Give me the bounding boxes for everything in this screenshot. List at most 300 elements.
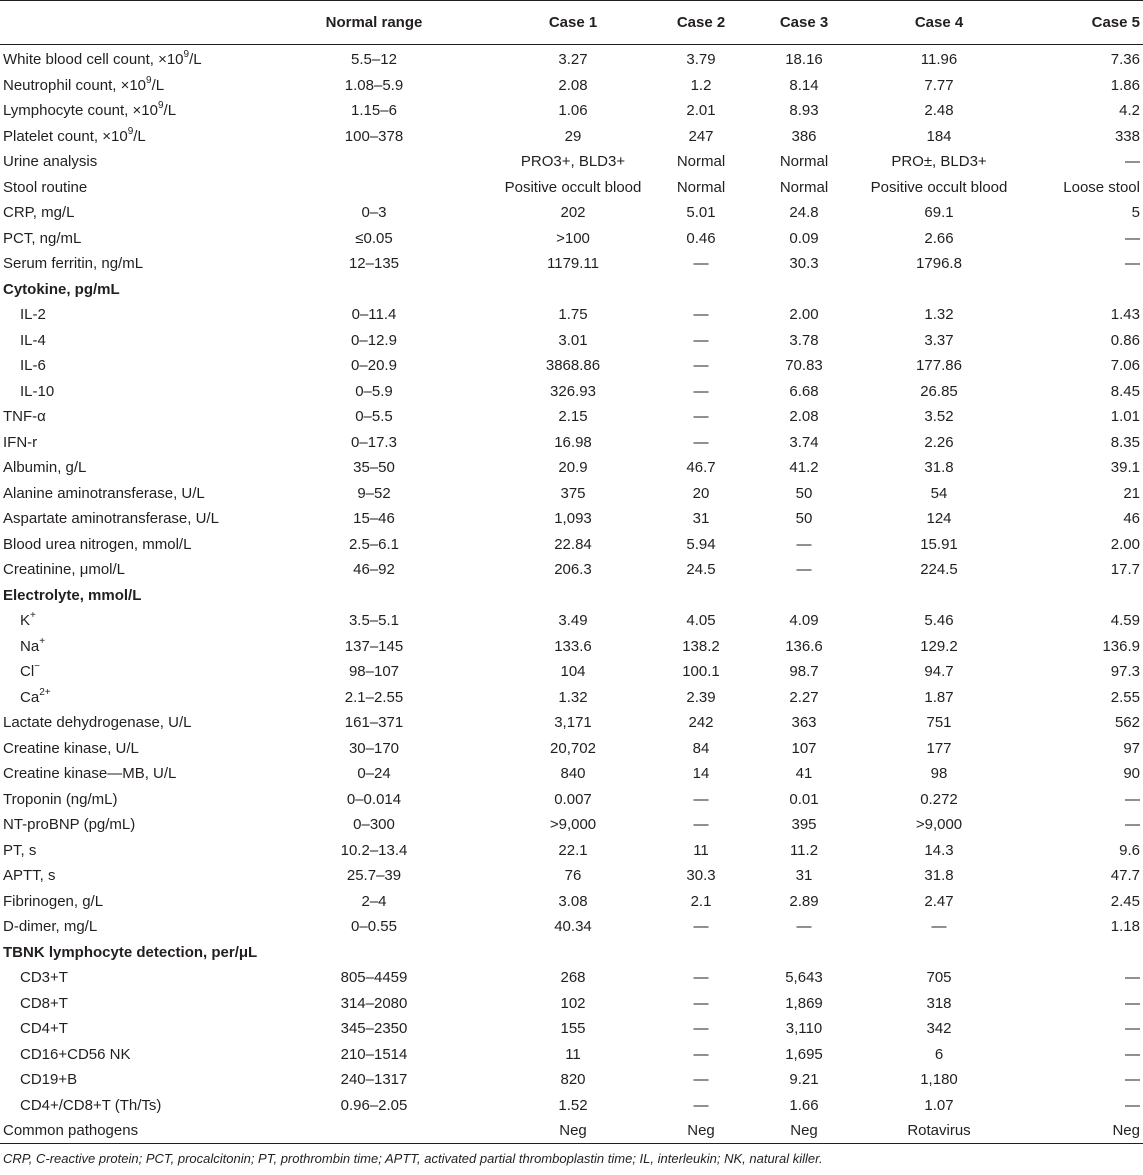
table-row bbox=[0, 302, 1143, 328]
case-2-cell: — bbox=[693, 357, 709, 375]
normal-range-cell: 2.1–2.55 bbox=[344, 688, 404, 706]
normal-range-cell: 0–3 bbox=[361, 204, 387, 222]
case-2-cell: 100.1 bbox=[682, 663, 720, 681]
row-label-suffix: /L bbox=[163, 102, 177, 120]
case-4-cell: 31.8 bbox=[924, 867, 954, 885]
case-4-cell: 2.48 bbox=[924, 102, 954, 120]
row-label-text: Troponin (ng/mL) bbox=[3, 790, 118, 808]
case-2-cell: 30.3 bbox=[686, 867, 716, 885]
normal-range-cell: 345–2350 bbox=[340, 1020, 408, 1038]
row-label bbox=[0, 557, 260, 583]
case-1-cell: >100 bbox=[556, 229, 590, 247]
row-label bbox=[0, 481, 260, 507]
row-label-superscript: + bbox=[30, 610, 36, 622]
case-1-cell: 3.27 bbox=[558, 51, 588, 69]
case-1-cell: 202 bbox=[560, 204, 586, 222]
case-5-cell: 97.3 bbox=[1110, 663, 1140, 681]
row-label bbox=[0, 353, 260, 379]
case-1-cell: 0.007 bbox=[554, 790, 592, 808]
case-5-cell: 1.01 bbox=[1110, 408, 1140, 426]
case-1-cell: 102 bbox=[560, 994, 586, 1012]
normal-range-cell: 161–371 bbox=[344, 714, 404, 732]
case-1-cell: >9,000 bbox=[549, 816, 597, 834]
row-label bbox=[0, 73, 260, 99]
case-4-cell: 69.1 bbox=[924, 204, 954, 222]
case-3-cell: 8.93 bbox=[789, 102, 819, 120]
row-label bbox=[0, 1067, 260, 1093]
case-2-cell: — bbox=[693, 255, 709, 273]
case-5-cell: — bbox=[1125, 790, 1140, 808]
case-5-cell: 97 bbox=[1123, 739, 1140, 757]
case-4-cell: 129.2 bbox=[920, 637, 958, 655]
case-3-cell: 4.09 bbox=[789, 612, 819, 630]
row-label bbox=[0, 914, 260, 940]
table-row bbox=[0, 761, 1143, 787]
table-row bbox=[0, 44, 1143, 73]
case-1-cell: 1.32 bbox=[558, 688, 588, 706]
normal-range-cell: 100–378 bbox=[344, 127, 404, 145]
case-2-cell: 24.5 bbox=[686, 561, 716, 579]
table-bottom-rule bbox=[0, 1143, 1143, 1144]
case-4-cell: 31.8 bbox=[924, 459, 954, 477]
row-label-suffix: /L bbox=[133, 127, 146, 145]
case-1-cell: 1,093 bbox=[554, 510, 592, 528]
header-case-1: Case 1 bbox=[548, 13, 598, 31]
table-row bbox=[0, 914, 1143, 940]
row-label bbox=[0, 328, 260, 354]
table-row bbox=[0, 787, 1143, 813]
case-4-cell: 124 bbox=[926, 510, 952, 528]
row-label-text: Blood urea nitrogen, mmol/L bbox=[3, 535, 192, 553]
case-3-cell bbox=[744, 583, 864, 609]
case-5-cell bbox=[1014, 277, 1143, 303]
case-1-cell: 3,171 bbox=[554, 714, 592, 732]
normal-range-cell: 1.08–5.9 bbox=[344, 76, 404, 94]
row-label-superscript: 9 bbox=[146, 74, 152, 86]
case-1-cell: Positive occult blood bbox=[504, 178, 642, 196]
case-1-cell: 1179.11 bbox=[547, 255, 599, 273]
row-label-superscript: + bbox=[39, 635, 46, 647]
case-5-cell: 562 bbox=[1114, 714, 1140, 732]
row-label-text: TNF-α bbox=[3, 408, 46, 426]
case-2-cell: 2.1 bbox=[690, 892, 712, 910]
case-5-cell: 17.7 bbox=[1110, 561, 1140, 579]
case-5-cell: 338 bbox=[1114, 127, 1140, 145]
row-label bbox=[0, 710, 260, 736]
row-label-text: Neutrophil count, ×10 bbox=[3, 76, 147, 94]
table-row bbox=[0, 1067, 1143, 1093]
row-label-text: Lymphocyte count, ×10 bbox=[3, 102, 158, 120]
case-3-cell: 2.89 bbox=[789, 892, 819, 910]
case-1-cell: 206.3 bbox=[554, 561, 592, 579]
normal-range-cell: 35–50 bbox=[353, 459, 395, 477]
row-label-superscript: − bbox=[34, 661, 41, 673]
case-5-cell bbox=[1014, 940, 1143, 966]
case-4-cell bbox=[864, 583, 1014, 609]
normal-range-cell: 98–107 bbox=[348, 663, 400, 681]
case-5-cell: — bbox=[1125, 229, 1140, 247]
row-label bbox=[0, 1042, 260, 1068]
case-5-cell: 2.45 bbox=[1110, 892, 1140, 910]
case-2-cell: 31 bbox=[692, 510, 710, 528]
case-4-cell: 1796.8 bbox=[916, 255, 962, 273]
case-2-cell: Neg bbox=[687, 1122, 715, 1140]
case-3-cell: 386 bbox=[791, 127, 817, 145]
row-label bbox=[0, 659, 260, 685]
normal-range-cell: 0–12.9 bbox=[351, 331, 397, 349]
case-5-cell: 0.86 bbox=[1110, 331, 1140, 349]
row-label-text: IFN-r bbox=[3, 433, 38, 451]
case-2-cell: 0.46 bbox=[686, 229, 716, 247]
case-3-cell: 1,695 bbox=[785, 1045, 823, 1063]
case-1-cell: 155 bbox=[560, 1020, 586, 1038]
case-4-cell: 177 bbox=[926, 739, 952, 757]
case-1-cell: 840 bbox=[560, 765, 586, 783]
case-3-cell: 8.14 bbox=[789, 76, 819, 94]
case-4-cell: 5.46 bbox=[924, 612, 954, 630]
table-row bbox=[0, 583, 1143, 609]
case-3-cell: 3,110 bbox=[785, 1020, 823, 1038]
case-2-cell: 5.94 bbox=[686, 535, 716, 553]
case-3-cell: 363 bbox=[791, 714, 817, 732]
case-3-cell: — bbox=[796, 561, 812, 579]
row-label-text: CD19+B bbox=[20, 1071, 78, 1089]
case-2-cell: 46.7 bbox=[686, 459, 716, 477]
normal-range-cell: 2–4 bbox=[361, 892, 387, 910]
table-body bbox=[0, 44, 1143, 1144]
case-5-cell: Loose stool bbox=[1063, 178, 1140, 196]
row-label-text: Fibrinogen, g/L bbox=[3, 892, 104, 910]
row-label bbox=[0, 506, 260, 532]
case-5-cell: 46 bbox=[1123, 510, 1140, 528]
case-3-cell: 0.01 bbox=[789, 790, 819, 808]
case-4-cell: 3.37 bbox=[924, 331, 954, 349]
row-label-text: White blood cell count, ×10 bbox=[3, 51, 184, 69]
case-5-cell: 1.43 bbox=[1110, 306, 1140, 324]
table-row bbox=[0, 1016, 1143, 1042]
case-4-cell: 2.47 bbox=[924, 892, 954, 910]
row-label bbox=[0, 863, 260, 889]
normal-range-cell: 137–145 bbox=[344, 637, 404, 655]
case-2-cell bbox=[658, 940, 744, 966]
normal-range-cell bbox=[260, 277, 488, 303]
table-row bbox=[0, 532, 1143, 558]
case-1-cell: 1.75 bbox=[558, 306, 588, 324]
case-4-cell: 15.91 bbox=[920, 535, 958, 553]
case-4-cell: 94.7 bbox=[924, 663, 954, 681]
normal-range-cell: 1.15–6 bbox=[351, 102, 397, 120]
case-2-cell: — bbox=[693, 969, 709, 987]
case-2-cell: — bbox=[693, 790, 709, 808]
row-label bbox=[0, 302, 260, 328]
table-row bbox=[0, 149, 1143, 175]
header-row bbox=[0, 0, 1143, 44]
row-label-suffix: /L bbox=[151, 76, 165, 94]
row-label-text: PT, s bbox=[3, 841, 37, 859]
table-row bbox=[0, 557, 1143, 583]
row-label-text: D-dimer, mg/L bbox=[3, 918, 98, 936]
case-4-cell: 7.77 bbox=[924, 76, 954, 94]
case-1-cell: 2.15 bbox=[558, 408, 588, 426]
case-4-cell: 3.52 bbox=[924, 408, 954, 426]
case-3-cell: 2.08 bbox=[789, 408, 819, 426]
case-2-cell: — bbox=[693, 433, 709, 451]
case-2-cell: — bbox=[693, 1071, 709, 1089]
case-3-cell bbox=[744, 277, 864, 303]
header-normal-range: Normal range bbox=[325, 13, 423, 31]
case-4-cell: 11.96 bbox=[920, 51, 958, 69]
case-4-cell: 705 bbox=[926, 969, 952, 987]
row-label-text: Albumin, g/L bbox=[3, 459, 87, 477]
case-1-cell: 16.98 bbox=[554, 433, 592, 451]
table-row bbox=[0, 863, 1143, 889]
case-3-cell: 2.27 bbox=[789, 688, 819, 706]
row-label-text: IL-2 bbox=[20, 306, 46, 324]
case-3-cell: — bbox=[796, 918, 812, 936]
case-1-cell: 22.84 bbox=[554, 535, 592, 553]
case-4-cell: 1.87 bbox=[924, 688, 954, 706]
case-1-cell bbox=[488, 277, 658, 303]
row-label bbox=[0, 812, 260, 838]
row-label bbox=[0, 455, 260, 481]
table-row bbox=[0, 404, 1143, 430]
case-5-cell: — bbox=[1125, 816, 1140, 834]
case-3-cell: 3.78 bbox=[789, 331, 819, 349]
case-5-cell: — bbox=[1125, 1071, 1140, 1089]
case-4-cell: 98 bbox=[930, 765, 948, 783]
row-label-text: APTT, s bbox=[3, 867, 56, 885]
case-2-cell: 4.05 bbox=[686, 612, 716, 630]
row-label-text: Cytokine, pg/mL bbox=[3, 280, 120, 298]
normal-range-cell: 0–24 bbox=[357, 765, 391, 783]
row-label-superscript: 9 bbox=[183, 49, 190, 61]
case-4-cell: PRO±, BLD3+ bbox=[891, 153, 987, 171]
row-label-text: IL-4 bbox=[20, 331, 46, 349]
row-label-text: CD3+T bbox=[20, 969, 68, 987]
table-row bbox=[0, 685, 1143, 711]
normal-range-cell: 46–92 bbox=[353, 561, 395, 579]
row-label-text: Electrolyte, mmol/L bbox=[3, 586, 142, 604]
normal-range-cell: 0–0.014 bbox=[346, 790, 402, 808]
row-label bbox=[0, 1118, 260, 1144]
case-4-cell: 342 bbox=[926, 1020, 952, 1038]
table-row bbox=[0, 940, 1143, 966]
row-label-text: Lactate dehydrogenase, U/L bbox=[3, 714, 192, 732]
table-row bbox=[0, 328, 1143, 354]
section-heading bbox=[0, 940, 260, 966]
case-2-cell: 14 bbox=[692, 765, 710, 783]
row-label bbox=[0, 634, 260, 660]
case-2-cell: Normal bbox=[676, 178, 726, 196]
case-3-cell: 41.2 bbox=[789, 459, 819, 477]
case-3-cell: 11.2 bbox=[789, 841, 819, 859]
case-1-cell: 3868.86 bbox=[545, 357, 601, 375]
section-heading bbox=[0, 583, 260, 609]
normal-range-cell: 12–135 bbox=[348, 255, 400, 273]
case-3-cell: 9.21 bbox=[789, 1071, 819, 1089]
table-header bbox=[0, 0, 1143, 44]
case-3-cell: 24.8 bbox=[789, 204, 819, 222]
case-5-cell: 7.06 bbox=[1110, 357, 1140, 375]
normal-range-cell: ≤0.05 bbox=[355, 229, 393, 247]
table-row bbox=[0, 736, 1143, 762]
table-row bbox=[0, 251, 1143, 277]
case-2-cell bbox=[658, 277, 744, 303]
row-label bbox=[0, 251, 260, 277]
normal-range-cell: 5.5–12 bbox=[351, 51, 397, 69]
row-label bbox=[0, 608, 260, 634]
table-row bbox=[0, 353, 1143, 379]
case-1-cell: 268 bbox=[560, 969, 586, 987]
case-4-cell: 224.5 bbox=[920, 561, 958, 579]
case-1-cell bbox=[488, 940, 658, 966]
case-2-cell: — bbox=[693, 408, 709, 426]
table-row bbox=[0, 991, 1143, 1017]
case-5-cell: 47.7 bbox=[1110, 867, 1140, 885]
case-1-cell: Neg bbox=[559, 1122, 587, 1140]
case-2-cell: — bbox=[693, 382, 709, 400]
row-label-suffix: /L bbox=[189, 51, 202, 69]
case-5-cell: — bbox=[1125, 1096, 1140, 1114]
row-label-text: Aspartate aminotransferase, U/L bbox=[3, 510, 219, 528]
case-4-cell: 1,180 bbox=[920, 1071, 958, 1089]
table-row bbox=[0, 838, 1143, 864]
normal-range-cell: 0.96–2.05 bbox=[340, 1096, 408, 1114]
case-4-cell: 318 bbox=[926, 994, 952, 1012]
row-label bbox=[0, 532, 260, 558]
normal-range-cell bbox=[260, 175, 488, 201]
row-label-text: IL-6 bbox=[20, 357, 46, 375]
row-label-text: Common pathogens bbox=[3, 1122, 139, 1140]
case-3-cell: 2.00 bbox=[789, 306, 819, 324]
case-3-cell: Normal bbox=[779, 153, 829, 171]
row-label bbox=[0, 991, 260, 1017]
row-label bbox=[0, 44, 260, 73]
case-1-cell: 375 bbox=[560, 484, 586, 502]
row-label bbox=[0, 149, 260, 175]
case-3-cell: 41 bbox=[795, 765, 813, 783]
table-row bbox=[0, 481, 1143, 507]
row-label-text: Ca bbox=[20, 688, 40, 706]
normal-range-cell: 30–170 bbox=[348, 739, 400, 757]
normal-range-cell bbox=[260, 940, 488, 966]
row-label-text: Na bbox=[20, 637, 40, 655]
row-label-text: Platelet count, ×10 bbox=[3, 127, 128, 145]
normal-range-cell bbox=[260, 1118, 488, 1144]
case-2-cell: — bbox=[693, 816, 709, 834]
table-row bbox=[0, 226, 1143, 252]
row-label-text: Creatine kinase—MB, U/L bbox=[3, 765, 177, 783]
case-4-cell: Rotavirus bbox=[907, 1122, 971, 1140]
case-3-cell: Neg bbox=[790, 1122, 818, 1140]
case-2-cell: 2.39 bbox=[686, 688, 716, 706]
case-4-cell: 184 bbox=[926, 127, 952, 145]
case-4-cell: 14.3 bbox=[924, 841, 954, 859]
case-2-cell: — bbox=[693, 1020, 709, 1038]
case-5-cell: 5 bbox=[1131, 204, 1140, 222]
case-2-cell: 2.01 bbox=[686, 102, 716, 120]
row-label bbox=[0, 965, 260, 991]
table-row bbox=[0, 659, 1143, 685]
header-label bbox=[0, 0, 260, 44]
case-2-cell: 11 bbox=[693, 841, 709, 859]
normal-range-cell: 3.5–5.1 bbox=[348, 612, 400, 630]
case-3-cell: 70.83 bbox=[785, 357, 823, 375]
case-2-cell: 3.79 bbox=[686, 51, 716, 69]
normal-range-cell bbox=[260, 149, 488, 175]
table-row bbox=[0, 124, 1143, 150]
normal-range-cell: 0–11.4 bbox=[351, 306, 397, 324]
row-label-text: Alanine aminotransferase, U/L bbox=[3, 484, 205, 502]
case-2-cell: — bbox=[693, 994, 709, 1012]
row-label-text: K bbox=[20, 612, 31, 630]
table-row bbox=[0, 277, 1143, 303]
case-3-cell: 5,643 bbox=[785, 969, 823, 987]
table-row bbox=[0, 73, 1143, 99]
case-5-cell: — bbox=[1125, 1020, 1140, 1038]
case-5-cell: — bbox=[1125, 153, 1140, 171]
normal-range-cell: 0–17.3 bbox=[351, 433, 397, 451]
case-4-cell: Positive occult blood bbox=[870, 178, 1008, 196]
case-2-cell: 138.2 bbox=[682, 637, 720, 655]
row-label bbox=[0, 1093, 260, 1119]
row-label-text: CRP, mg/L bbox=[3, 204, 75, 222]
case-2-cell: 84 bbox=[692, 739, 710, 757]
table-row bbox=[0, 1118, 1143, 1144]
table-row bbox=[0, 889, 1143, 915]
case-2-cell: 20 bbox=[692, 484, 710, 502]
case-4-cell: 751 bbox=[926, 714, 952, 732]
row-label bbox=[0, 404, 260, 430]
case-1-cell: 1.06 bbox=[558, 102, 588, 120]
case-3-cell: 18.16 bbox=[785, 51, 823, 69]
case-1-cell: 11 bbox=[565, 1045, 581, 1063]
case-3-cell: — bbox=[796, 535, 812, 553]
normal-range-cell: 0–300 bbox=[353, 816, 395, 834]
row-label bbox=[0, 430, 260, 456]
row-label-text: Urine analysis bbox=[3, 153, 98, 171]
case-1-cell: 40.34 bbox=[554, 918, 592, 936]
case-4-cell: 1.07 bbox=[924, 1096, 954, 1114]
normal-range-cell: 2.5–6.1 bbox=[348, 535, 400, 553]
case-3-cell: 98.7 bbox=[789, 663, 819, 681]
row-label-text: CD4+T bbox=[20, 1020, 68, 1038]
row-label-text: PCT, ng/mL bbox=[3, 229, 82, 247]
case-4-cell: 2.26 bbox=[924, 433, 954, 451]
case-1-cell: 133.6 bbox=[554, 637, 592, 655]
case-5-cell: — bbox=[1125, 255, 1140, 273]
table-row bbox=[0, 430, 1143, 456]
row-label bbox=[0, 98, 260, 124]
case-3-cell: 1,869 bbox=[785, 994, 823, 1012]
case-4-cell: 1.32 bbox=[924, 306, 954, 324]
section-heading bbox=[0, 277, 260, 303]
case-3-cell: 107 bbox=[791, 739, 817, 757]
table-row bbox=[0, 965, 1143, 991]
normal-range-cell: 9–52 bbox=[357, 484, 391, 502]
case-1-cell: 3.01 bbox=[558, 331, 588, 349]
case-1-cell: 1.52 bbox=[558, 1096, 588, 1114]
table-row bbox=[0, 175, 1143, 201]
normal-range-cell: 0–5.9 bbox=[355, 382, 393, 400]
case-4-cell: 26.85 bbox=[920, 382, 958, 400]
case-5-cell: 1.86 bbox=[1110, 76, 1140, 94]
case-5-cell: 39.1 bbox=[1110, 459, 1140, 477]
case-3-cell bbox=[744, 940, 864, 966]
table-row bbox=[0, 812, 1143, 838]
table-row bbox=[0, 710, 1143, 736]
row-label bbox=[0, 226, 260, 252]
